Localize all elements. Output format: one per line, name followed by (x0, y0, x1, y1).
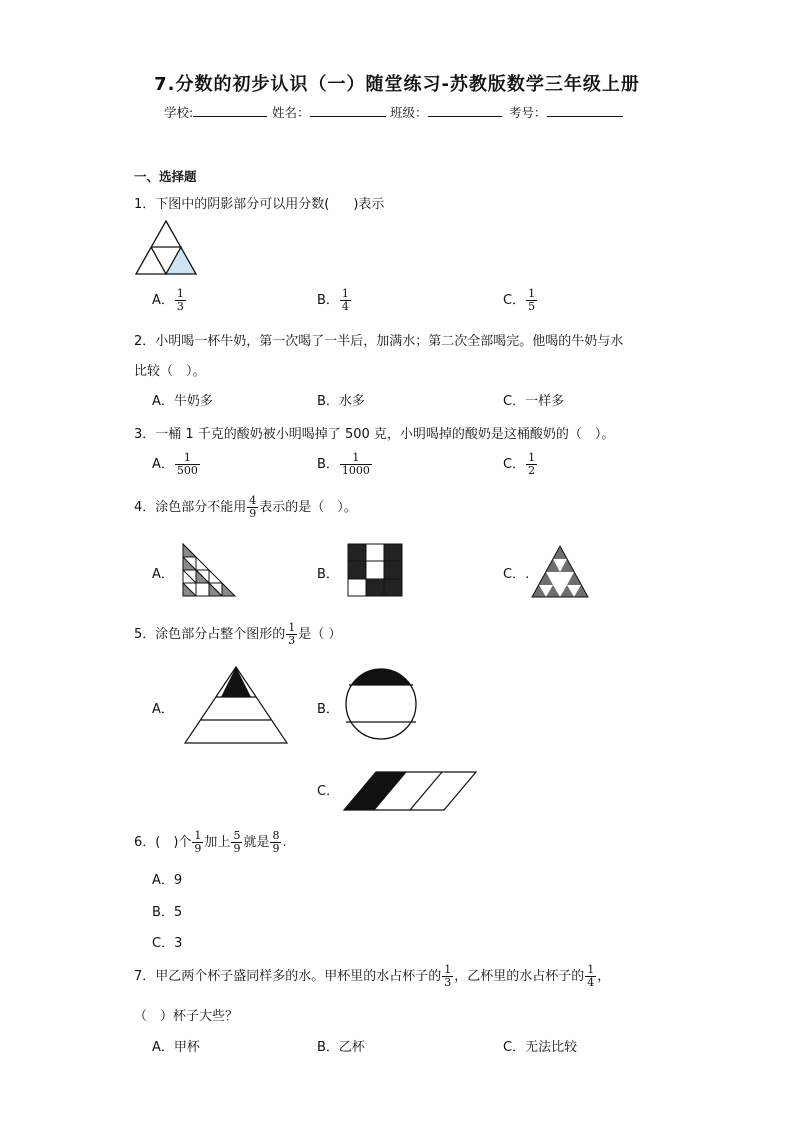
q6-option-b[interactable]: B．5 (152, 905, 183, 920)
q6-option-c[interactable]: C．3 (152, 936, 183, 951)
school-field[interactable] (164, 103, 267, 121)
q1-option-a[interactable]: A． $\frac{1}{3}$ (152, 287, 184, 313)
question-7-line-2: （ ）杯子大些？ (134, 1009, 239, 1024)
q1-triangle-figure (134, 220, 198, 275)
q5-option-b[interactable]: B． (317, 702, 339, 717)
q4-option-b-figure (346, 542, 404, 598)
exam-number-label: 考号： (509, 105, 547, 120)
q5-option-b-figure (344, 667, 418, 741)
question-1-text: 1．下图中的阴影部分可以用分数( )表示 (134, 197, 385, 212)
q4-option-b[interactable]: B． (317, 567, 339, 582)
class-label: 班级： (390, 105, 428, 120)
q7-option-a[interactable]: A．甲杯 (152, 1040, 200, 1055)
q2-option-b[interactable]: B．水多 (317, 394, 365, 409)
exam-number-field[interactable] (509, 103, 623, 121)
q1-option-c[interactable]: C． $\frac{1}{5}$ (503, 287, 536, 313)
q4-option-a[interactable]: A． (152, 567, 174, 582)
question-3-text: 3．一桶 1 千克的酸奶被小明喝掉了 500 克，小明喝掉的酸奶是这桶酸奶的（ ）。 (134, 427, 615, 442)
q5-option-c-figure (342, 770, 478, 812)
class-field[interactable] (390, 103, 502, 121)
q3-option-a[interactable]: A． $\frac{1}{500}$ (152, 451, 198, 477)
q1-option-b[interactable]: B． $\frac{1}{4}$ (317, 287, 349, 313)
question-5-text: 5．涂色部分占整个图形的 $\frac{1}{3}$ 是（ ） (134, 621, 342, 647)
name-field[interactable] (272, 103, 386, 121)
school-label: 学校: (164, 105, 194, 120)
question-7-line-1: 7．甲乙两个杯子盛同样多的水。甲杯里的水占杯子的 $\frac{1}{3}$ ，乙杯里的水占杯子的 $\frac{1}{4}$ ， (134, 963, 611, 989)
q5-option-c[interactable]: C． (317, 784, 340, 799)
q7-option-c[interactable]: C．无法比较 (503, 1040, 578, 1055)
question-2-line-1: 2．小明喝一杯牛奶，第一次喝了一半后，加满水；第二次全部喝完。他喝的牛奶与水 (134, 334, 624, 349)
question-4-text: 4．涂色部分不能用 $\frac{4}{9}$ 表示的是（ ）。 (134, 494, 357, 520)
q4-option-c-figure (530, 544, 590, 598)
q5-option-a-figure (183, 665, 289, 745)
question-2-line-2: 比较（ ）。 (134, 364, 206, 379)
q3-option-b[interactable]: B． $\frac{1}{1000}$ (317, 451, 370, 477)
question-6-text: 6．( )个 $\frac{1}{9}$ 加上 $\frac{5}{9}$ 就是 $\frac{8}{9}$ . (134, 829, 287, 855)
name-label: 姓名： (272, 105, 310, 120)
q4-option-c[interactable]: C．. (503, 567, 530, 582)
section-heading: 一、选择题 (134, 169, 197, 184)
q2-option-c[interactable]: C．一样多 (503, 394, 565, 409)
q5-option-a[interactable]: A． (152, 702, 174, 717)
page-title: 7.分数的初步认识（一）随堂练习-苏教版数学三年级上册 (154, 74, 640, 95)
q6-option-a[interactable]: A．9 (152, 873, 183, 888)
q3-option-c[interactable]: C． $\frac{1}{2}$ (503, 451, 536, 477)
q2-option-a[interactable]: A．牛奶多 (152, 394, 213, 409)
q7-option-b[interactable]: B．乙杯 (317, 1040, 365, 1055)
q4-option-a-figure (181, 542, 239, 598)
